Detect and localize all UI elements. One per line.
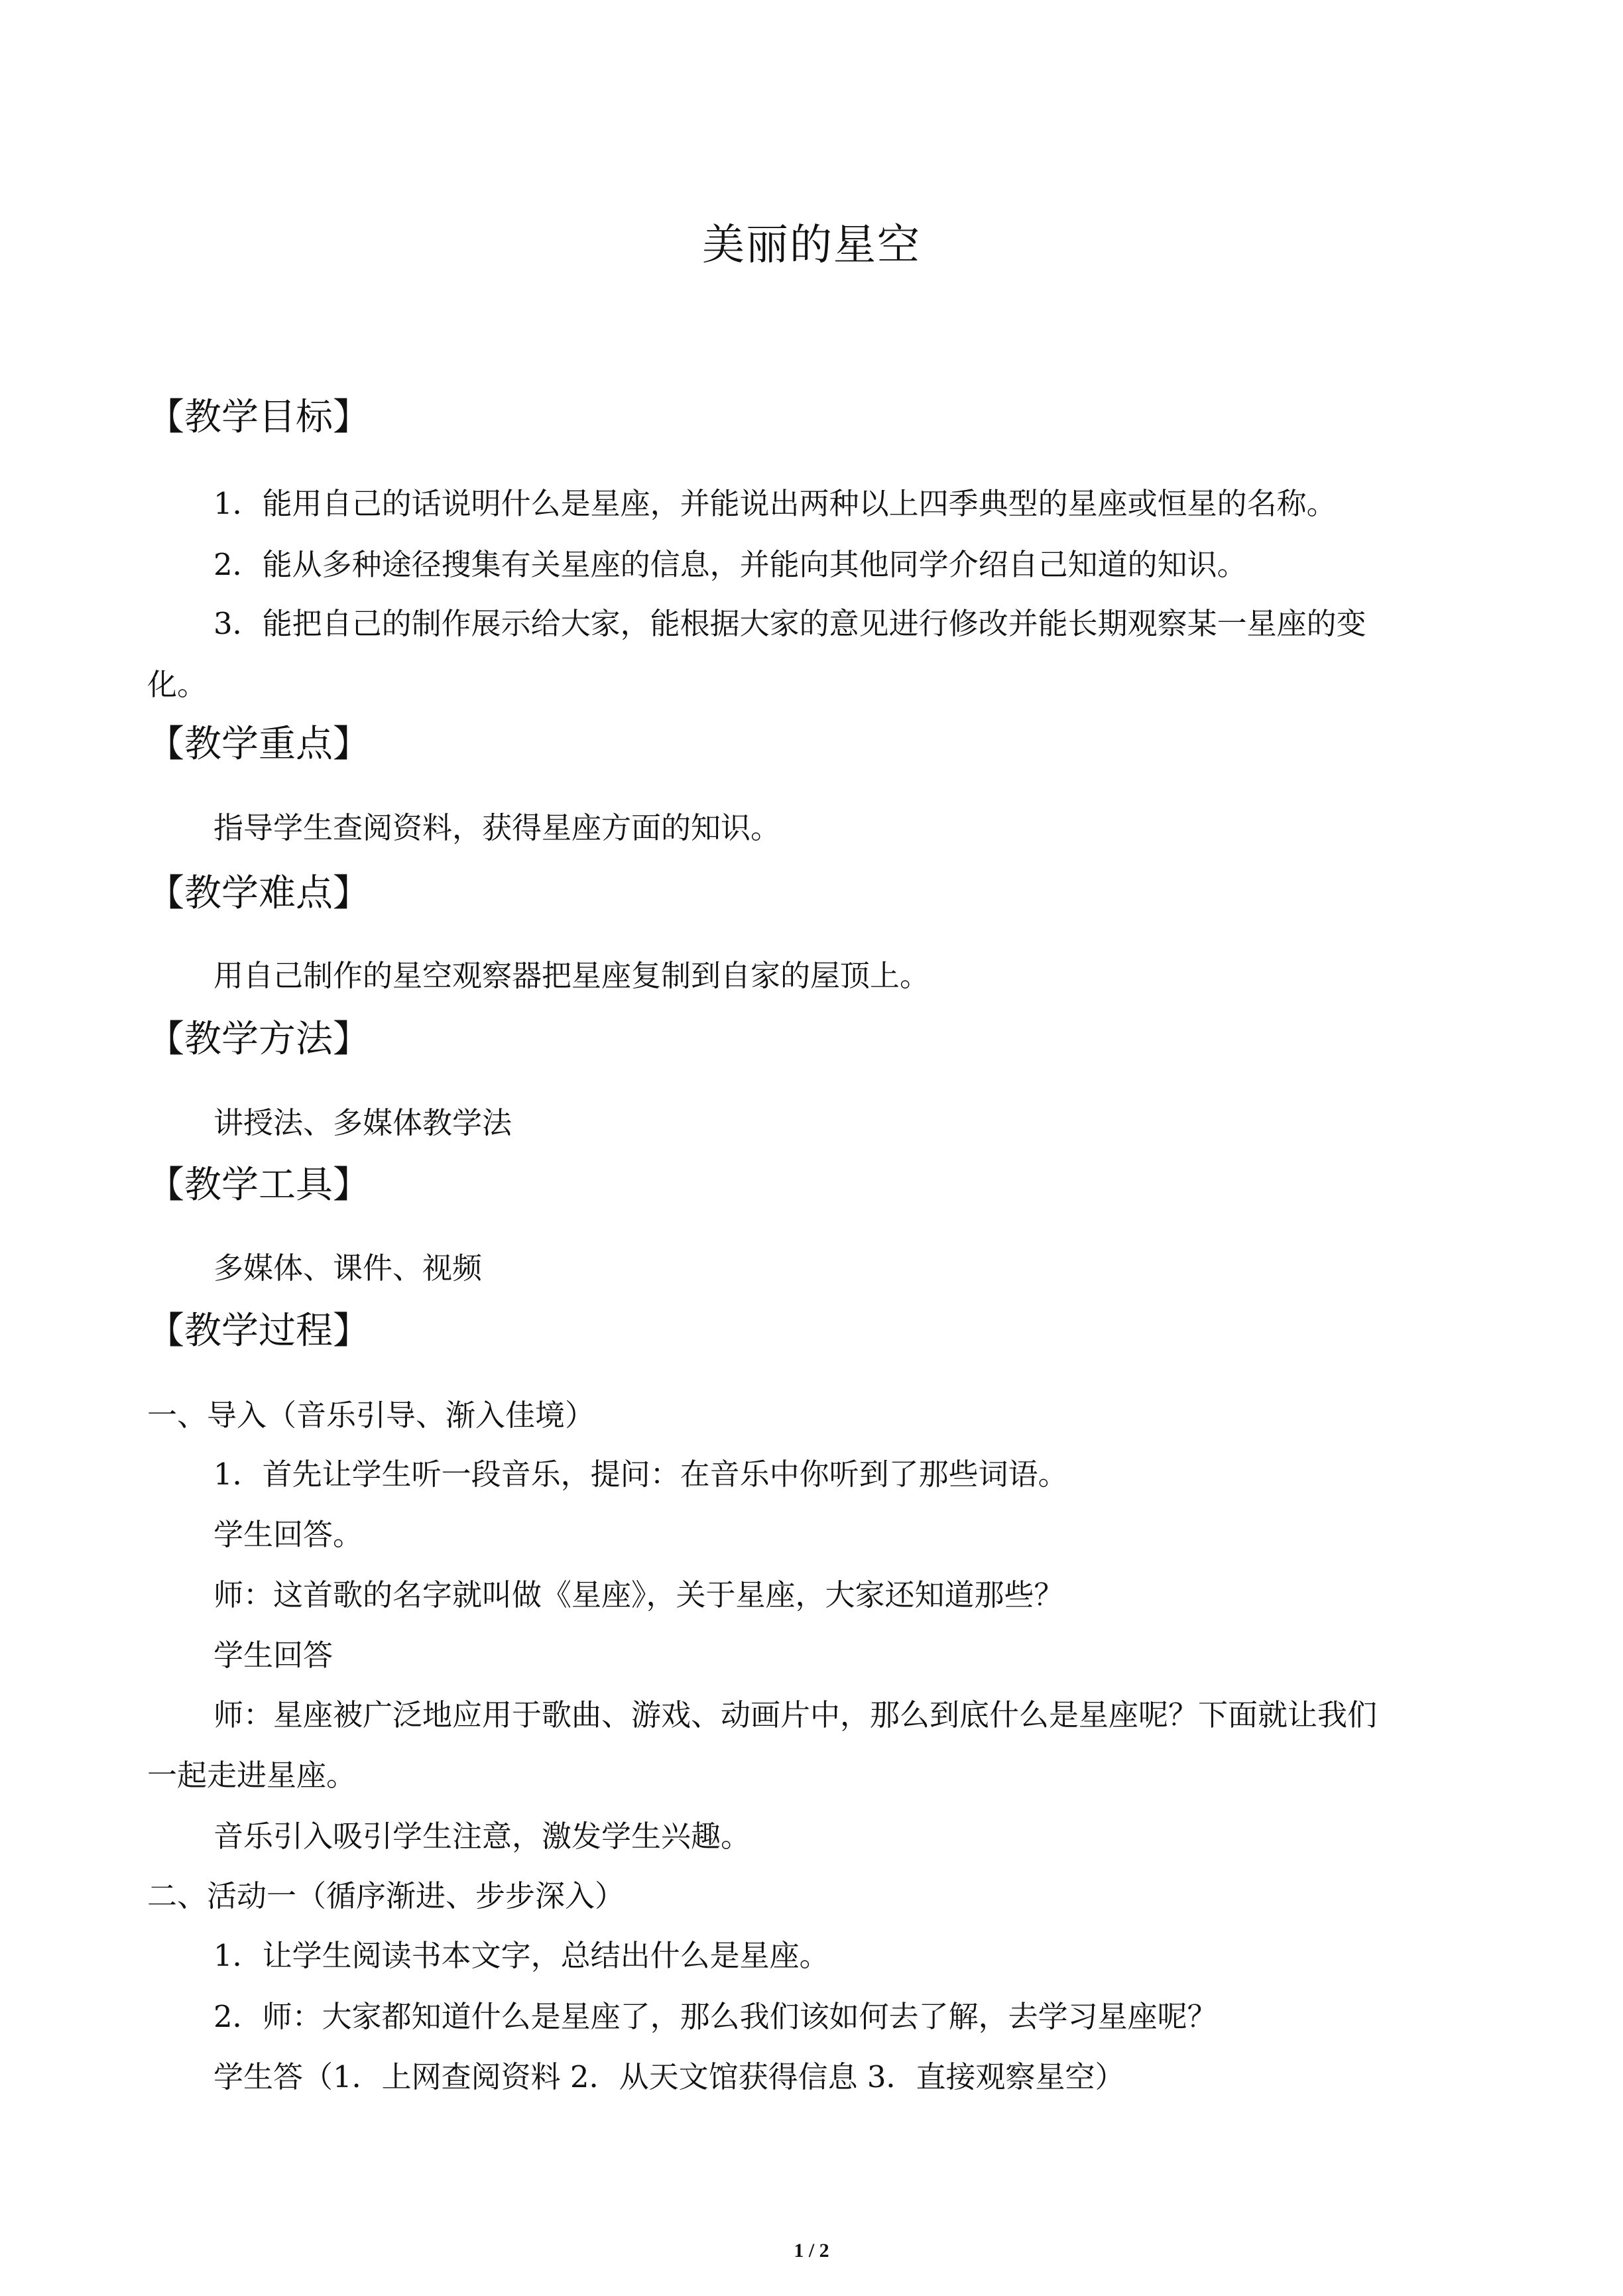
- key-points-text: 指导学生查阅资料，获得星座方面的知识。: [213, 810, 781, 845]
- section-1-line-5: 师：星座被广泛地应用于歌曲、游戏、动画片中，那么到底什么是星座呢？下面就让我们: [213, 1697, 1378, 1732]
- page-number: 1 / 2: [794, 2240, 829, 2262]
- section-2-line-2: 2．师：大家都知道什么是星座了，那么我们该如何去了解，去学习星座呢？: [213, 1999, 1217, 2034]
- objective-item-2: 2．能从多种途径搜集有关星座的信息，并能向其他同学介绍自己知道的知识。: [213, 547, 1247, 582]
- heading-process: 【教学过程】: [147, 1309, 370, 1353]
- objective-item-3: 3．能把自己的制作展示给大家，能根据大家的意见进行修改并能长期观察某一星座的变: [213, 606, 1366, 641]
- objective-item-3-cont: 化。: [147, 667, 208, 702]
- heading-difficulties: 【教学难点】: [147, 872, 370, 915]
- section-1-line-2: 学生回答。: [213, 1517, 363, 1552]
- heading-tools: 【教学工具】: [147, 1164, 370, 1207]
- page-title: 美丽的星空: [702, 221, 921, 270]
- tools-text: 多媒体、课件、视频: [213, 1250, 483, 1286]
- section-1-line-5-cont: 一起走进星座。: [147, 1758, 357, 1793]
- section-1-title: 一、导入（音乐引导、渐入佳境）: [147, 1398, 595, 1433]
- heading-key-points: 【教学重点】: [147, 723, 370, 766]
- section-1-line-1: 1．首先让学生听一段音乐，提问：在音乐中你听到了那些词语。: [213, 1457, 1068, 1492]
- section-2-line-1: 1．让学生阅读书本文字，总结出什么是星座。: [213, 1938, 829, 1973]
- section-1-line-3: 师：这首歌的名字就叫做《星座》，关于星座，大家还知道那些？: [213, 1577, 1064, 1612]
- section-2-line-3: 学生答（1．上网查阅资料 2．从天文馆获得信息 3．直接观察星空）: [213, 2059, 1125, 2094]
- section-1-line-4: 学生回答: [213, 1638, 333, 1673]
- methods-text: 讲授法、多媒体教学法: [213, 1105, 512, 1140]
- section-1-note: 音乐引入吸引学生注意，激发学生兴趣。: [213, 1819, 751, 1854]
- objective-item-1: 1．能用自己的话说明什么是星座，并能说出两种以上四季典型的星座或恒星的名称。: [213, 486, 1337, 521]
- difficulties-text: 用自己制作的星空观察器把星座复制到自家的屋顶上。: [213, 958, 930, 993]
- heading-objectives: 【教学目标】: [147, 396, 370, 439]
- section-2-title: 二、活动一（循序渐进、步步深入）: [147, 1878, 625, 1913]
- heading-methods: 【教学方法】: [147, 1018, 370, 1061]
